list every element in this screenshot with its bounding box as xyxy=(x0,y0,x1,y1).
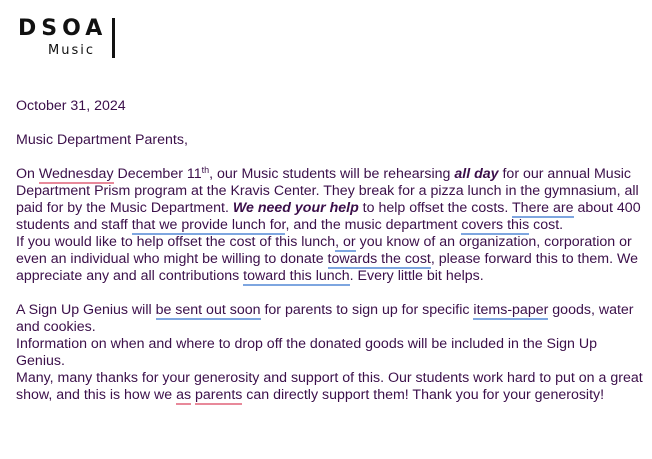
letter-date: October 31, 2024 xyxy=(16,98,126,114)
grammar-suggestion: , or xyxy=(335,234,356,250)
text: can directly support them! Thank you for your generosity! xyxy=(242,387,605,403)
text: Many, many thanks for your generosity and support of this. Our students work hard to put on a great show, and this is how we xyxy=(16,370,643,403)
text: goods, water and cookies. xyxy=(16,302,634,335)
spacer xyxy=(16,115,646,132)
letter-salutation: Music Department Parents, xyxy=(16,132,188,148)
grammar-suggestion: There are xyxy=(512,200,574,216)
paragraph-donate xyxy=(16,234,646,285)
spellcheck-word: parents xyxy=(195,387,243,403)
grammar-suggestion: that we provide lunch for xyxy=(131,217,286,233)
text: If you would like to help offset the cost of this lunch xyxy=(16,234,336,250)
paragraph-dropoff: Information on when and where to drop off the donated goods will be included in the Sign Up Genius. xyxy=(16,336,598,369)
text: cost. xyxy=(529,217,564,233)
text: On xyxy=(16,166,39,182)
logo-subtitle: Music xyxy=(48,43,95,58)
text: , our Music students will be rehearsing xyxy=(209,166,455,182)
text: , and the music department xyxy=(285,217,462,233)
emphasis-need-help: We need your help xyxy=(232,200,359,216)
text: for our annual Music Department Prism program at the Kravis Center. They break for a pizza lunch in the gymnasium, all paid for by the Music Department. xyxy=(16,166,639,216)
text: for parents to sign up for specific xyxy=(260,302,474,318)
paragraph-signup xyxy=(16,302,646,336)
logo-divider xyxy=(112,18,115,58)
text: A Sign Up Genius will xyxy=(16,302,156,318)
text: December 11 xyxy=(113,166,202,182)
spellcheck-word: Wednesday xyxy=(38,166,114,182)
spacer xyxy=(16,285,646,302)
grammar-suggestion: toward this lunch xyxy=(243,268,350,284)
grammar-suggestion: covers this xyxy=(461,217,530,233)
paragraph-rehearsal xyxy=(16,166,646,234)
text: you know of an organization, corporation or even an individual who might be willing to donate xyxy=(16,234,632,267)
logo-brand: DSOA xyxy=(18,16,108,41)
superscript: th xyxy=(201,165,210,175)
text: to help offset the costs. xyxy=(358,200,513,216)
grammar-suggestion: towards the cost xyxy=(327,251,431,267)
paragraph-thanks xyxy=(16,370,646,404)
text: . Every little bit helps. xyxy=(349,268,484,284)
grammar-suggestion: items-paper xyxy=(473,302,549,318)
emphasis-all-day: all day xyxy=(454,166,499,182)
spacer xyxy=(16,149,646,166)
dsoa-music-logo xyxy=(18,16,118,60)
spellcheck-word: as xyxy=(176,387,192,403)
grammar-suggestion: be sent out soon xyxy=(155,302,261,318)
letter-body xyxy=(16,98,646,404)
text: , please forward this to them. We appreciate any and all contributions xyxy=(16,251,638,284)
text: about 400 students and staff xyxy=(16,200,641,233)
